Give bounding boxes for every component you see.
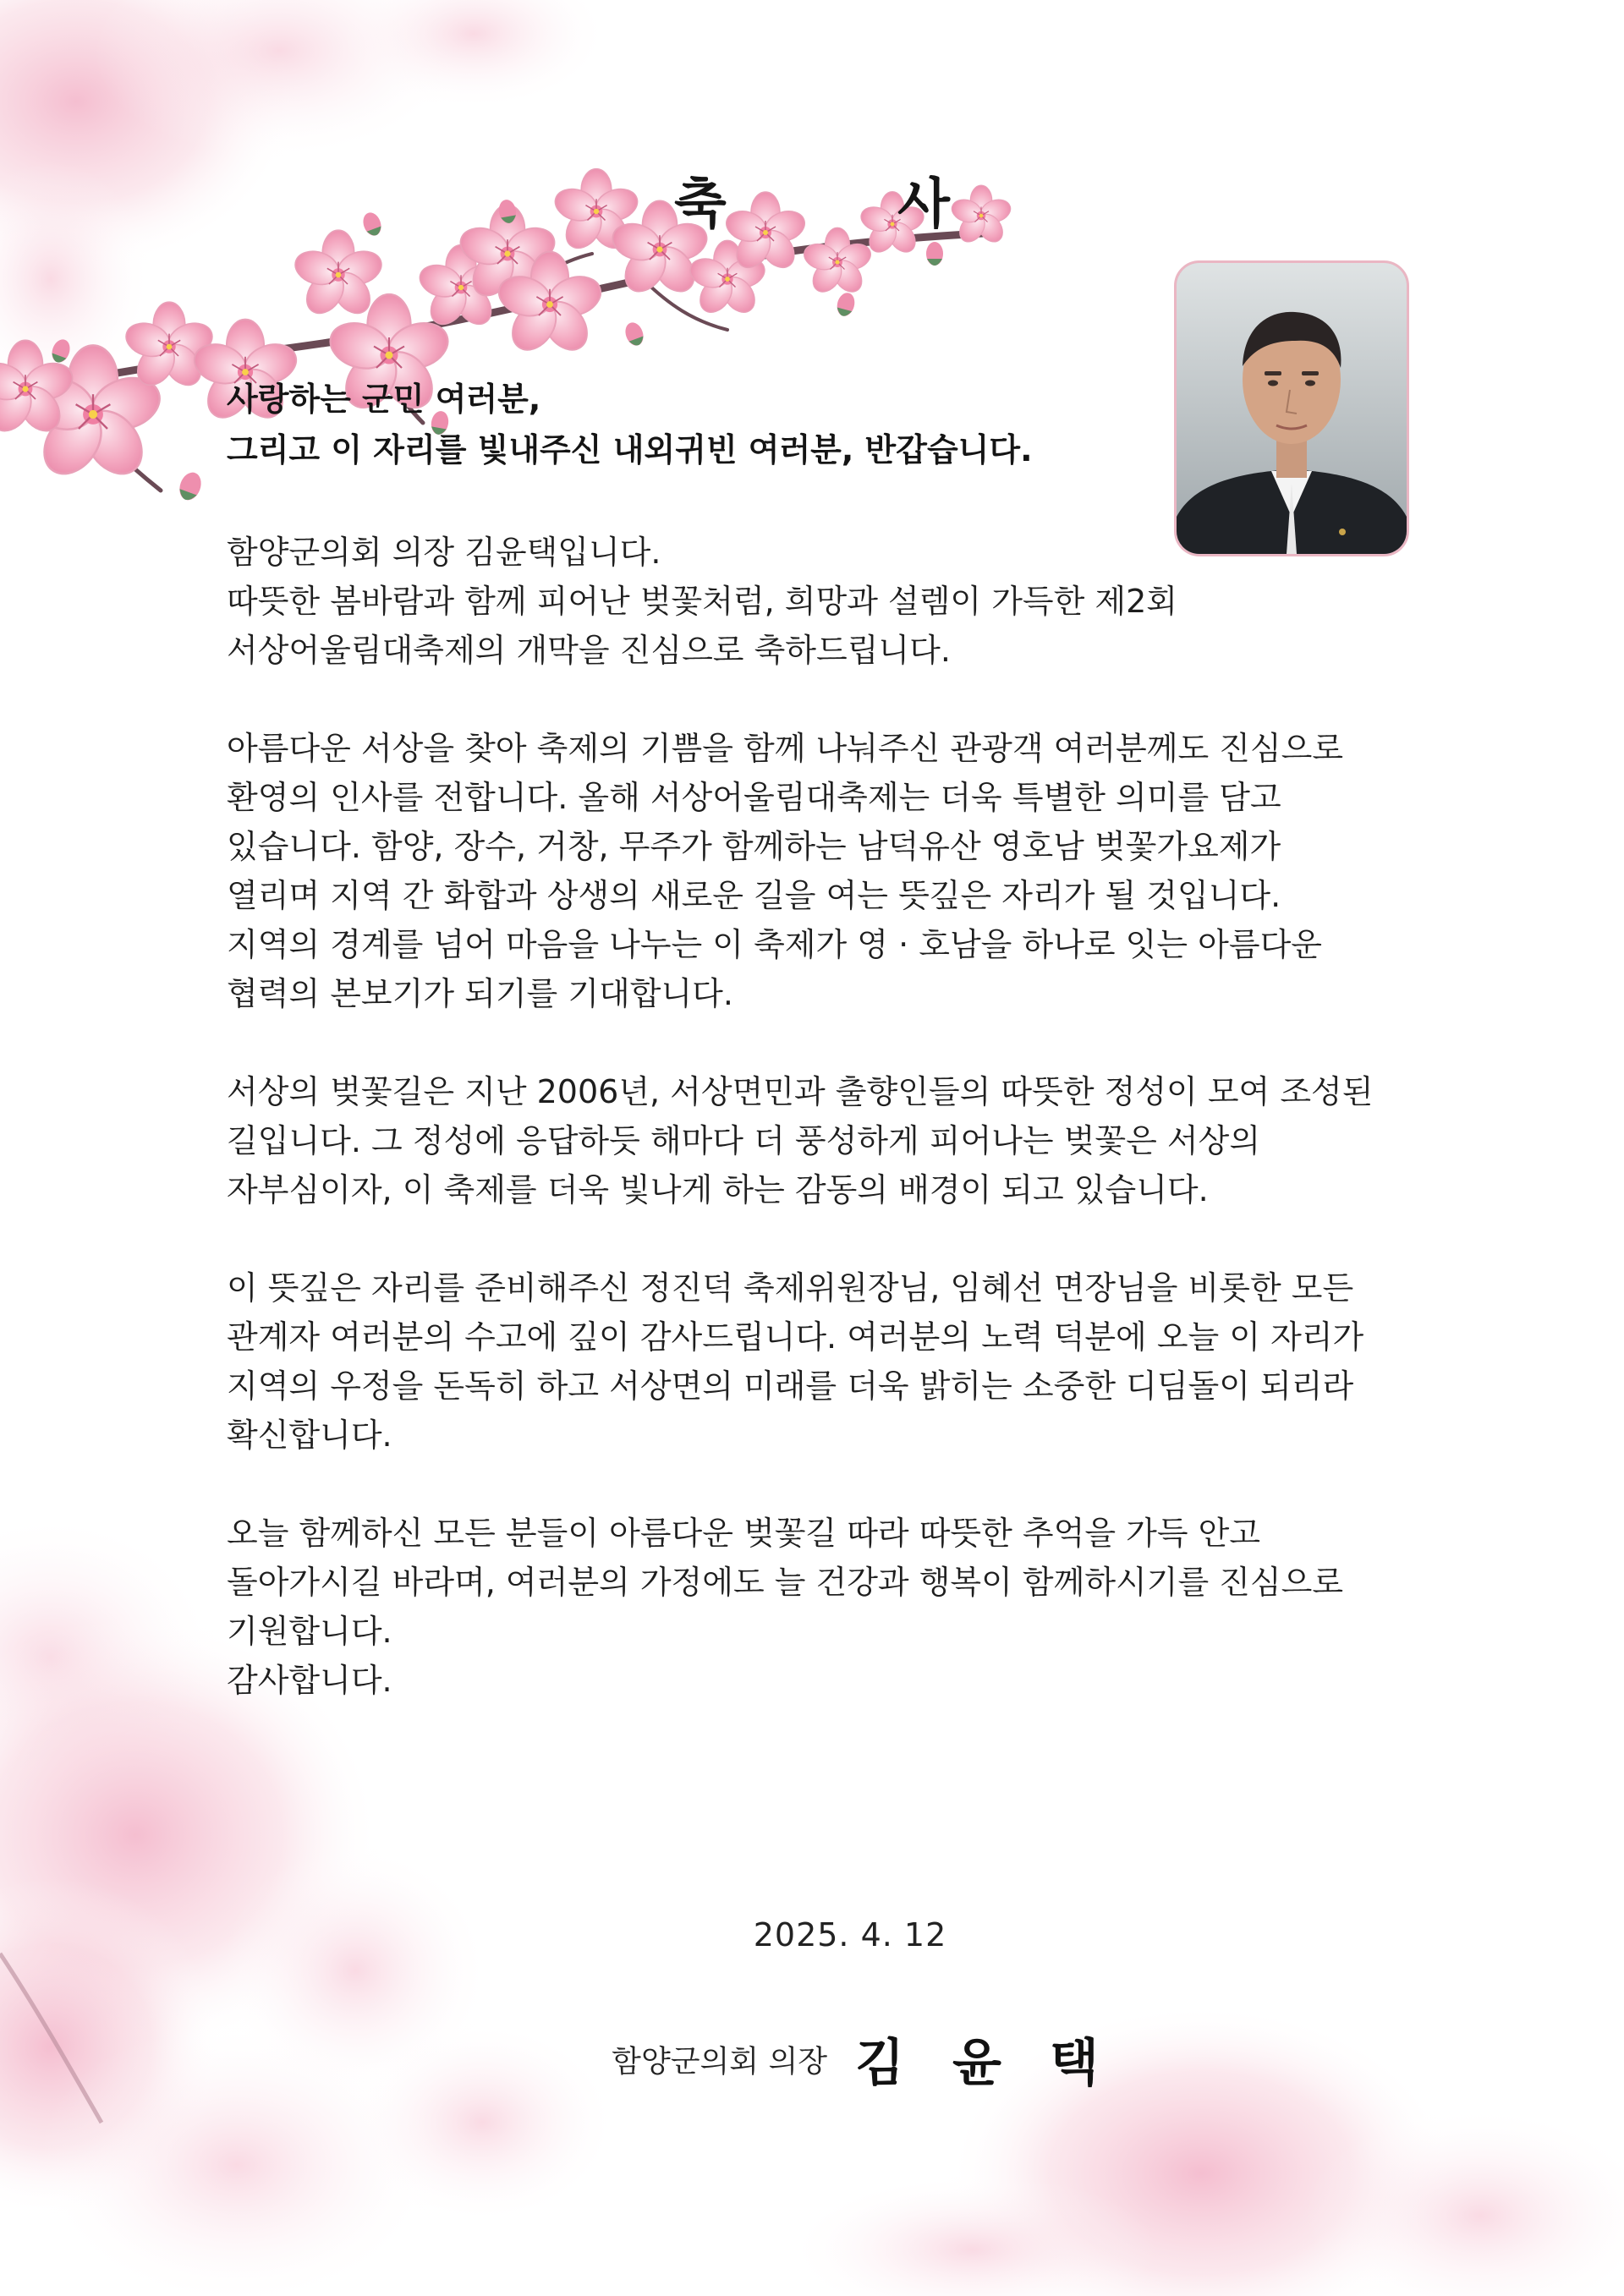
greeting-line: 사랑하는 군민 여러분, [227,381,541,418]
portrait-icon [1177,263,1407,554]
text-line: 있습니다. 함양, 장수, 거창, 무주가 함께하는 남덕유산 영호남 벚꽃가요제가 [227,828,1281,865]
paragraph [227,528,1428,675]
text-line: 열리며 지역 간 화합과 상생의 새로운 길을 여는 뜻깊은 자리가 될 것입니다. [227,877,1281,914]
text-line: 오늘 함께하신 모든 분들이 아름다운 벚꽃길 따라 따뜻한 추억을 가득 안고 [227,1515,1261,1552]
text-line: 기원합니다. [227,1613,392,1650]
text-line: 따뜻한 봄바람과 함께 피어난 벚꽃처럼, 희망과 설렘이 가득한 제2회 [227,583,1178,620]
text-line: 이 뜻깊은 자리를 준비해주신 정진덕 축제위원장님, 임혜선 면장님을 비롯한 모든 [227,1269,1354,1307]
text-line: 자부심이자, 이 축제를 더욱 빛나게 하는 감동의 배경이 되고 있습니다. [227,1171,1209,1208]
text-line: 협력의 본보기가 되기를 기대합니다. [227,975,733,1012]
greeting [227,374,1199,475]
speaker-portrait-photo [1174,260,1409,556]
text-line: 함양군의회 의장 김윤택입니다. [227,534,661,571]
text-line: 관계자 여러분의 수고에 깊이 감사드립니다. 여러분의 노력 덕분에 오늘 이 자리가 [227,1318,1364,1356]
signature-affiliation: 함양군의회 의장 [612,2044,828,2080]
speech-body [227,528,1428,1754]
paragraph [227,724,1428,1018]
text-line: 길입니다. 그 정성에 응답하듯 해마다 더 풍성하게 피어나는 벚꽃은 서상의 [227,1122,1261,1159]
paragraph [227,1067,1428,1214]
text-line: 지역의 우정을 돈독히 하고 서상면의 미래를 더욱 밝히는 소중한 디딤돌이 되리라 [227,1367,1354,1405]
text-line: 아름다운 서상을 찾아 축제의 기쁨을 함께 나눠주신 관광객 여러분께도 진심으로 [227,730,1344,767]
text-line: 환영의 인사를 전합니다. 올해 서상어울림대축제는 더욱 특별한 의미를 담고 [227,779,1281,816]
text-line: 확신합니다. [227,1417,392,1454]
text-line: 돌아가시길 바라며, 여러분의 가정에도 늘 건강과 행복이 함께하시기를 진심으로 [227,1564,1344,1601]
text-line: 서상어울림대축제의 개막을 진심으로 축하드립니다. [227,632,951,669]
text-line: 서상의 벚꽃길은 지난 2006년, 서상면민과 출향인들의 따뜻한 정성이 모여 조성된 [227,1073,1374,1110]
greeting-line: 그리고 이 자리를 빛내주신 내외귀빈 여러분, 반갑습니다. [227,431,1033,469]
signature-name: 김 윤 택 [855,2034,1114,2093]
paragraph [227,1509,1428,1705]
page-title: 축 사 [674,173,1026,236]
text-line: 지역의 경계를 넘어 마음을 나누는 이 축제가 영 · 호남을 하나로 잇는 아름다운 [227,926,1322,963]
signature [0,2023,1624,2096]
paragraph [227,1263,1428,1460]
text-line: 감사합니다. [227,1662,392,1699]
document-date: 2025. 4. 12 [753,1916,947,1954]
